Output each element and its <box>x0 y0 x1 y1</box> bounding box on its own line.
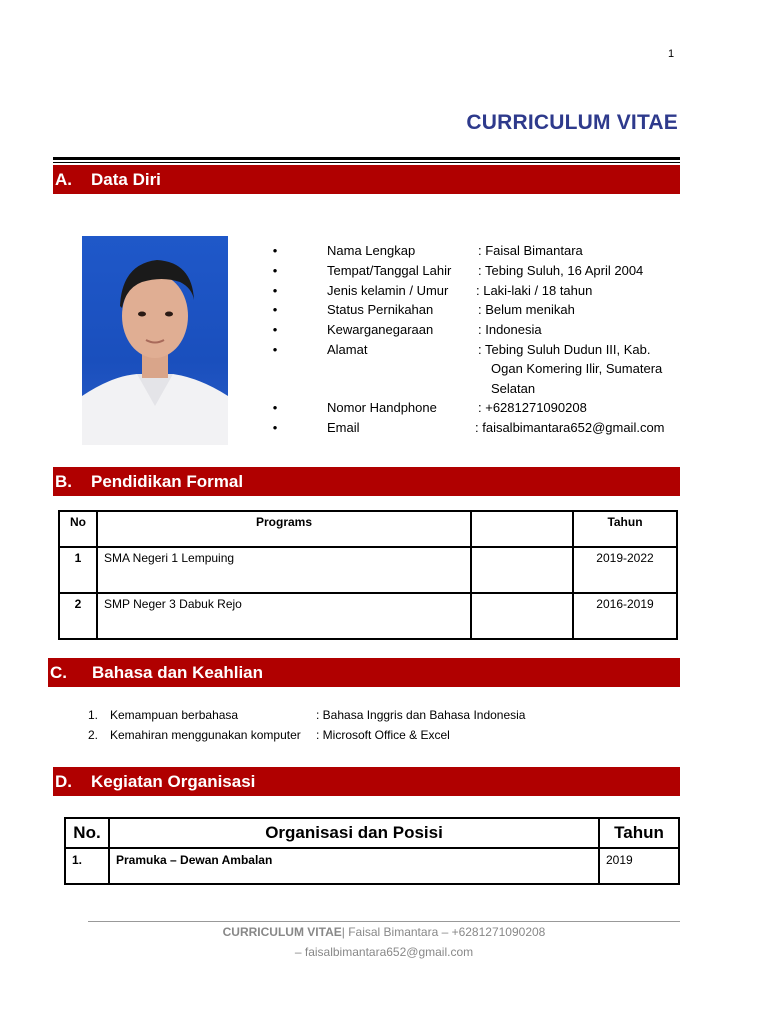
section-letter: C. <box>50 662 67 682</box>
table-row <box>59 547 677 593</box>
bullet: • <box>272 283 278 298</box>
cell-tahun: 2016-2019 <box>573 593 677 639</box>
info-value: : Belum menikah <box>478 302 575 317</box>
cell-blank <box>471 547 573 593</box>
col-header-no: No <box>59 511 97 547</box>
cell-no: 1 <box>59 547 97 593</box>
col-header-tahun: Tahun <box>573 511 677 547</box>
table-row <box>65 848 679 884</box>
cell-blank <box>471 593 573 639</box>
col-header-organisasi: Organisasi dan Posisi <box>109 818 599 848</box>
section-label: Kegiatan Organisasi <box>91 771 256 791</box>
section-letter: B. <box>55 471 72 491</box>
bullet: • <box>272 322 278 337</box>
skill-number: 1. <box>88 708 99 722</box>
section-letter: D. <box>55 771 72 791</box>
skill-key: Kemahiran menggunakan komputer <box>110 728 301 742</box>
section-header-pendidikan-formal <box>53 467 680 496</box>
bullet: • <box>272 263 278 278</box>
section-header-bahasa-keahlian <box>48 658 680 687</box>
info-key: Nama Lengkap <box>327 243 416 258</box>
organization-table <box>64 817 680 885</box>
title-rule <box>53 157 680 160</box>
col-header-tahun: Tahun <box>599 818 679 848</box>
table-header-row <box>65 818 679 848</box>
section-header-data-diri <box>53 165 680 194</box>
cell-tahun: 2019-2022 <box>573 547 677 593</box>
info-value: : Indonesia <box>478 322 542 337</box>
section-label: Bahasa dan Keahlian <box>92 662 264 682</box>
info-key: Jenis kelamin / Umur <box>327 283 449 298</box>
bullet: • <box>272 342 278 357</box>
cell-no: 1. <box>65 848 109 884</box>
info-value: : Tebing Suluh, 16 April 2004 <box>478 263 644 278</box>
section-label: Pendidikan Formal <box>91 471 244 491</box>
info-key: Alamat <box>327 342 368 357</box>
section-label: Data Diri <box>91 169 161 189</box>
col-header-blank <box>471 511 573 547</box>
bullet: • <box>272 400 278 415</box>
alamat-line-3: Selatan <box>491 381 536 396</box>
section-letter: A. <box>55 169 72 189</box>
skill-value: : Microsoft Office & Excel <box>316 728 450 742</box>
footer-cv-label: CURRICULUM VITAE <box>222 925 342 939</box>
cell-program: SMA Negeri 1 Lempuing <box>97 547 471 593</box>
profile-photo <box>82 236 228 445</box>
info-value: : +6281271090208 <box>478 400 587 415</box>
table-header-row <box>59 511 677 547</box>
title-rule-thin <box>53 162 680 163</box>
info-key: Kewarganegaraan <box>327 322 434 337</box>
footer-line-1 <box>88 925 680 939</box>
email-value: : faisalbimantara652@gmail.com <box>475 420 665 435</box>
cell-tahun: 2019 <box>599 848 679 884</box>
info-value: : Tebing Suluh Dudun III, Kab. <box>478 342 651 357</box>
bullet: • <box>272 420 278 435</box>
education-table <box>58 510 678 640</box>
table-row <box>59 593 677 639</box>
col-header-programs: Programs <box>97 511 471 547</box>
col-header-no: No. <box>65 818 109 848</box>
skill-key: Kemampuan berbahasa <box>110 708 239 722</box>
info-key: Email <box>327 420 360 435</box>
bullet: • <box>272 302 278 317</box>
bullet: • <box>272 243 278 258</box>
skill-value: : Bahasa Inggris dan Bahasa Indonesia <box>316 708 526 722</box>
footer-contact: | Faisal Bimantara – +6281271090208 <box>341 925 546 939</box>
section-header-kegiatan-organisasi <box>53 767 680 796</box>
footer-rule <box>88 921 680 922</box>
info-key: Tempat/Tanggal Lahir <box>327 263 452 278</box>
cell-program: SMP Neger 3 Dabuk Rejo <box>97 593 471 639</box>
footer-line-2: – faisalbimantara652@gmail.com <box>294 945 474 959</box>
person-photo-icon <box>82 236 228 445</box>
cell-no: 2 <box>59 593 97 639</box>
info-value: : Laki-laki / 18 tahun <box>476 283 593 298</box>
skill-number: 2. <box>88 728 99 742</box>
page-title: CURRICULUM VITAE <box>466 111 678 134</box>
cell-organisasi: Pramuka – Dewan Ambalan <box>109 848 599 884</box>
page-number: 1 <box>668 48 675 60</box>
info-key: Status Pernikahan <box>327 302 434 317</box>
info-value: : Faisal Bimantara <box>478 243 583 258</box>
info-key: Nomor Handphone <box>327 400 437 415</box>
alamat-line-2: Ogan Komering Ilir, Sumatera <box>491 361 663 376</box>
